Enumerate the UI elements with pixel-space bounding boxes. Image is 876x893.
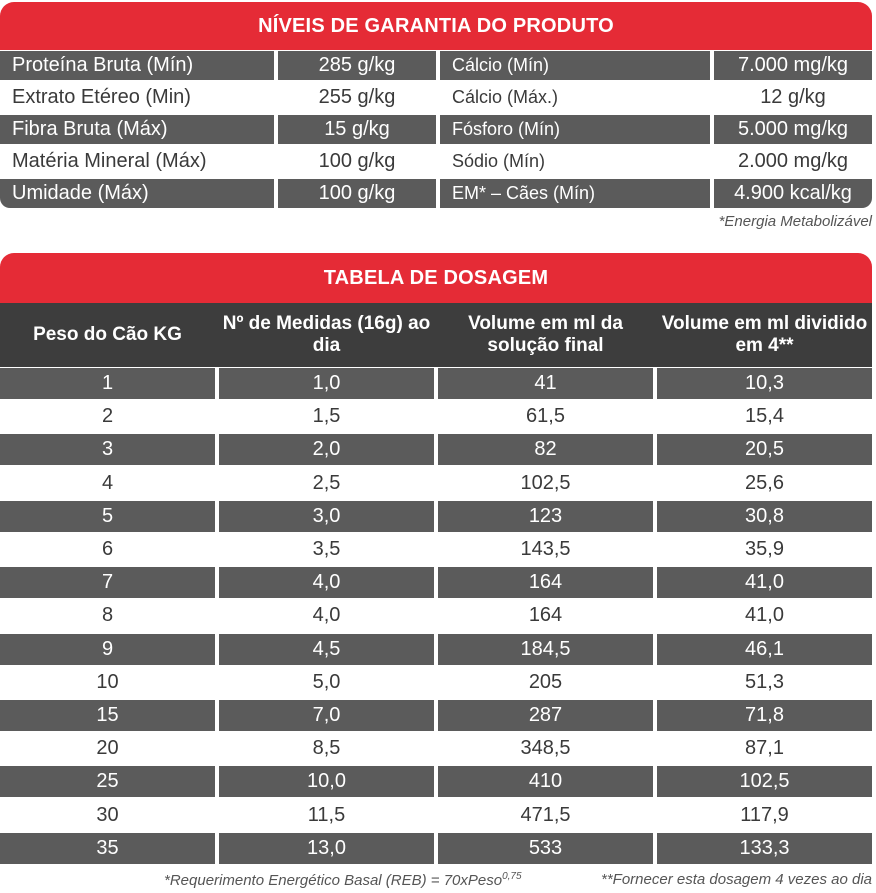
guarantee-cell: Fósforo (Mín) xyxy=(440,115,710,144)
guarantee-cell: Fibra Bruta (Máx) xyxy=(0,115,274,144)
guarantee-cell: Umidade (Máx) xyxy=(0,179,274,208)
dosage-cell: 184,5 xyxy=(438,634,653,665)
dosage-cell: 4,0 xyxy=(312,604,341,627)
dosage-cell: 3 xyxy=(0,434,215,465)
dosage-cell: 7 xyxy=(0,567,215,598)
guarantee-footnote: *Energia Metabolizável xyxy=(718,213,872,230)
guarantee-cell: 285 g/kg xyxy=(278,51,436,80)
header-volume: Volume em ml da solução final xyxy=(468,313,623,356)
dosage-header-row xyxy=(0,303,872,367)
dosage-cell: 410 xyxy=(438,766,653,797)
guarantee-cell: EM* – Cães (Mín) xyxy=(440,179,710,208)
dosage-cell: 5,0 xyxy=(312,670,341,693)
dosage-cell: 164 xyxy=(438,567,653,598)
header-weight: Peso do Cão KG xyxy=(33,324,182,345)
dosage-cell: 25 xyxy=(0,766,215,797)
dosage-cell: 71,8 xyxy=(657,700,872,731)
dosage-cell: 41 xyxy=(438,368,653,399)
guarantee-cell: 12 g/kg xyxy=(760,86,826,108)
dosage-cell: 20,5 xyxy=(657,434,872,465)
dosage-cell: 10,3 xyxy=(657,368,872,399)
guarantee-cell: 15 g/kg xyxy=(278,115,436,144)
dosage-cell: 1,0 xyxy=(219,368,434,399)
dosage-cell: 9 xyxy=(0,634,215,665)
dosage-cell: 51,3 xyxy=(745,670,784,693)
dosage-cell: 25,6 xyxy=(745,471,784,494)
dosage-cell: 30 xyxy=(96,803,119,826)
dosage-cell: 533 xyxy=(438,833,653,864)
dosage-cell: 10 xyxy=(96,670,119,693)
header-measures: Nº de Medidas (16g) ao dia xyxy=(222,313,431,356)
dosage-cell: 87,1 xyxy=(745,737,784,760)
guarantee-cell: Extrato Etéreo (Min) xyxy=(12,86,191,108)
guarantee-cell: Sódio (Mín) xyxy=(452,151,546,171)
dosage-cell: 8,5 xyxy=(312,737,341,760)
dosage-cell: 164 xyxy=(528,604,563,627)
dosage-cell: 143,5 xyxy=(520,538,571,560)
dosage-cell: 4,0 xyxy=(219,567,434,598)
dosage-cell: 348,5 xyxy=(520,737,571,760)
dosage-cell: 205 xyxy=(528,670,563,693)
guarantee-cell: Cálcio (Mín) xyxy=(440,51,710,80)
dosage-cell: 7,0 xyxy=(219,700,434,731)
dosage-cell: 46,1 xyxy=(657,634,872,665)
header-volume-divided: Volume em ml dividido em 4** xyxy=(661,313,868,356)
dosage-cell: 287 xyxy=(438,700,653,731)
dosage-cell: 11,5 xyxy=(307,803,346,826)
dosage-cell: 123 xyxy=(438,501,653,532)
guarantee-cell: 100 g/kg xyxy=(318,150,396,172)
dosage-cell: 15,4 xyxy=(745,405,784,428)
guarantee-cell: 255 g/kg xyxy=(318,86,396,108)
dosage-cell: 61,5 xyxy=(526,405,565,428)
dosage-cell: 20 xyxy=(96,737,119,760)
dosage-cell: 4,5 xyxy=(219,634,434,665)
guarantee-cell: Cálcio (Máx.) xyxy=(452,87,559,107)
dosage-cell: 4 xyxy=(101,471,114,494)
dosage-cell: 82 xyxy=(438,434,653,465)
dosage-cell: 15 xyxy=(0,700,215,731)
dosage-cell: 41,0 xyxy=(745,604,784,627)
dosage-cell: 2,5 xyxy=(312,471,341,494)
dosage-cell: 3,5 xyxy=(312,538,341,560)
dosage-cell: 1,5 xyxy=(312,405,341,428)
dosage-cell: 30,8 xyxy=(657,501,872,532)
dosage-cell: 2 xyxy=(101,405,114,428)
dosage-cell: 35 xyxy=(0,833,215,864)
dosage-cell: 41,0 xyxy=(657,567,872,598)
dosage-cell: 471,5 xyxy=(520,803,571,826)
dosage-cell: 2,0 xyxy=(219,434,434,465)
dosage-title: TABELA DE DOSAGEM xyxy=(0,253,872,303)
dosage-cell: 10,0 xyxy=(219,766,434,797)
dosage-cell: 117,9 xyxy=(740,803,789,826)
dosage-cell: 133,3 xyxy=(657,833,872,864)
dosage-cell: 5 xyxy=(0,501,215,532)
dosage-cell: 35,9 xyxy=(745,538,784,560)
dosage-cell: 13,0 xyxy=(219,833,434,864)
guarantee-cell: 5.000 mg/kg xyxy=(714,115,872,144)
dosage-cell: 8 xyxy=(101,604,114,627)
reb-footnote: *Requerimento Energético Basal (REB) = 70xPeso$^{0,75}$ xyxy=(164,871,522,889)
guarantee-cell: 100 g/kg xyxy=(278,179,436,208)
guarantee-title: NÍVEIS DE GARANTIA DO PRODUTO xyxy=(0,2,872,50)
guarantee-cell: Proteína Bruta (Mín) xyxy=(0,51,274,80)
guarantee-cell: 7.000 mg/kg xyxy=(714,51,872,80)
dosage-cell: 1 xyxy=(0,368,215,399)
guarantee-cell: 4.900 kcal/kg xyxy=(714,179,872,208)
dosage-cell: 3,0 xyxy=(219,501,434,532)
dosage-cell: 102,5 xyxy=(657,766,872,797)
dosage-cell: 6 xyxy=(101,538,114,560)
guarantee-cell: Matéria Mineral (Máx) xyxy=(12,150,207,172)
guarantee-cell: 2.000 mg/kg xyxy=(737,150,849,172)
dose-footnote: **Fornecer esta dosagem 4 vezes ao dia xyxy=(601,871,872,888)
dosage-cell: 102,5 xyxy=(520,471,571,494)
